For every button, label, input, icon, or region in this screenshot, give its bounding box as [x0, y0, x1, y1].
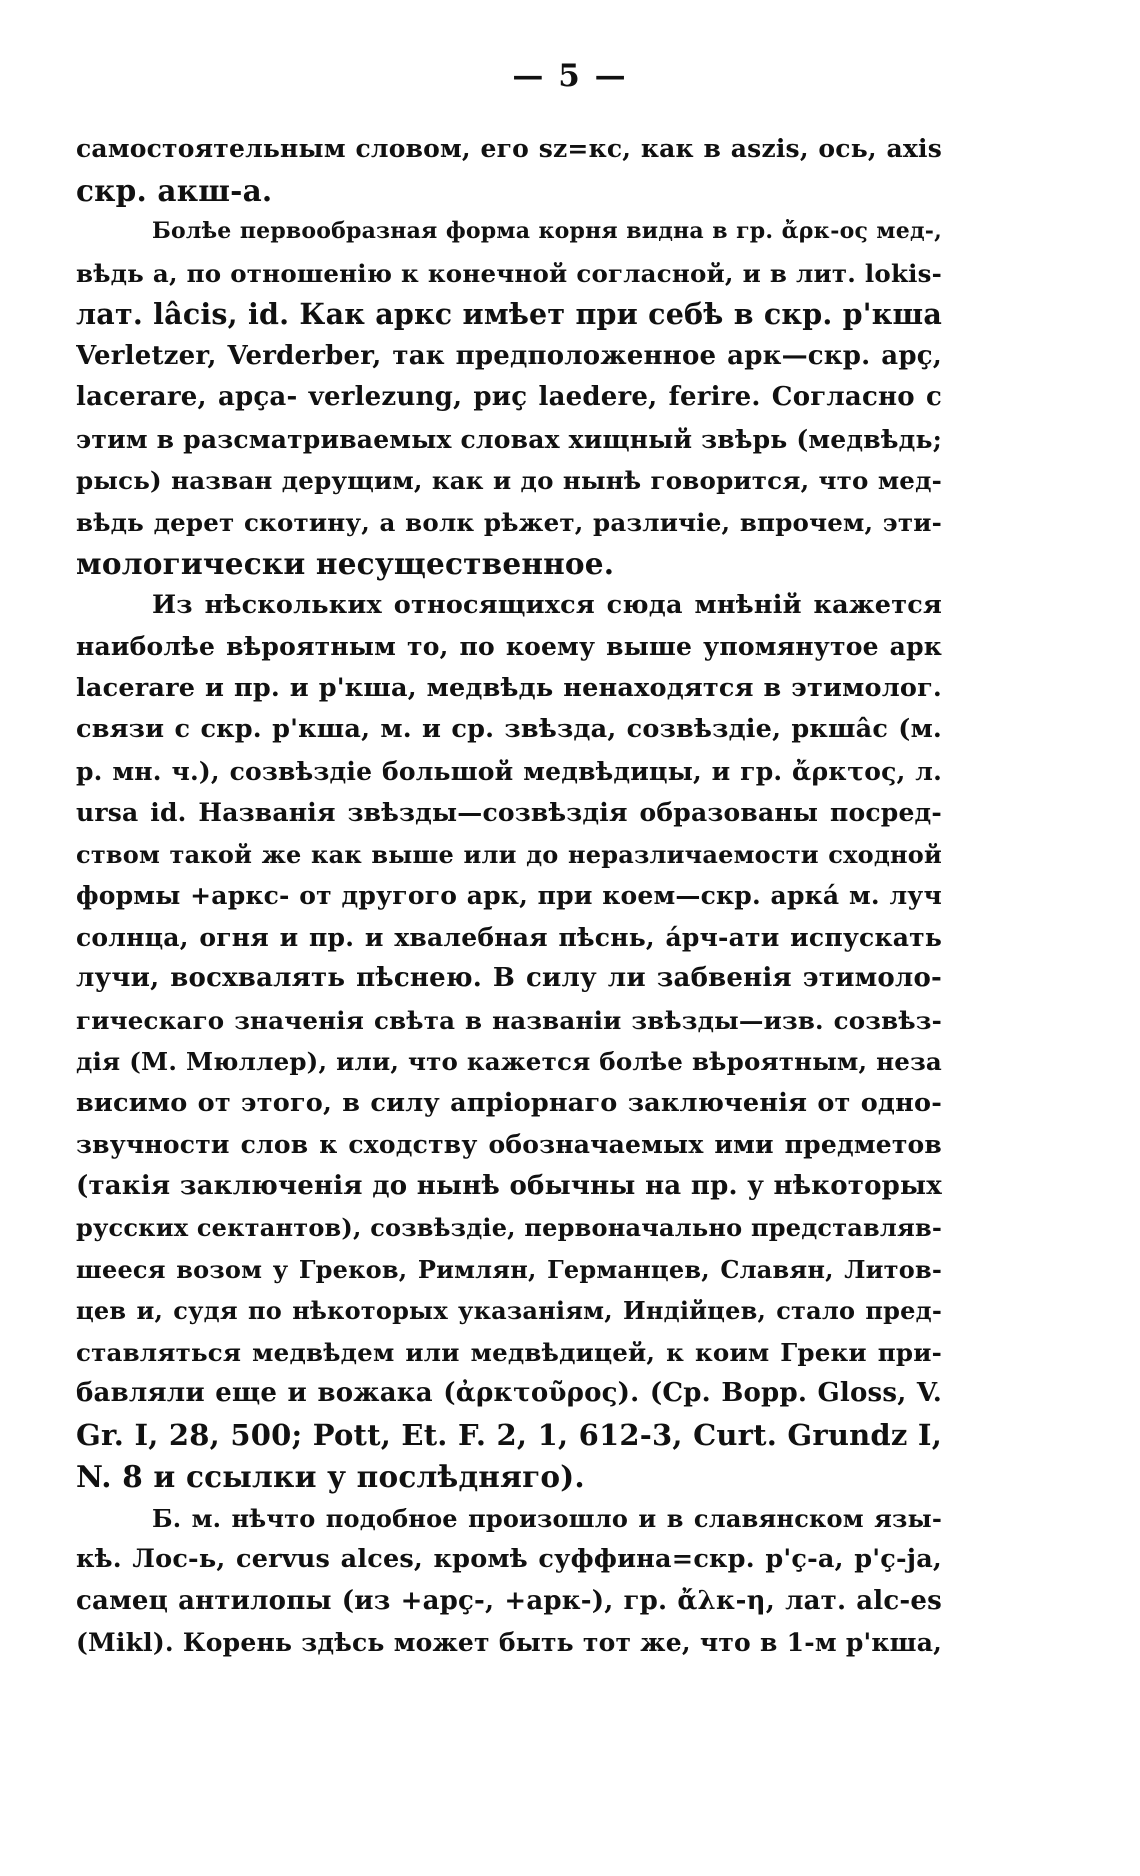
text-line: цев и, судя по нѣкоторых указаніям, Индійцев, стало пред-	[76, 1296, 942, 1325]
body-text	[76, 128, 942, 1664]
text-line: кѣ. Лос-ь, cervus alces, кромѣ суффина=скр. р'ç-а, р'ç-ја,	[76, 1544, 942, 1574]
text-line: Verletzer, Verderber, так предположенное арк—скр. арç,	[76, 340, 942, 371]
text-line: самостоятельным словом, его sz=кс, как в aszis, ось, axis	[76, 134, 942, 163]
text-line: бавляли еще и вожака (ἀρκτοῦρος). (Ср. Bopp. Gloss, V.	[76, 1378, 942, 1408]
text-line: висимо от этого, в силу апріорнаго заключенія от одно-	[76, 1087, 942, 1118]
text-line: ursa id. Названія звѣзды—созвѣздія образованы посред-	[76, 798, 942, 827]
text-line: лучи, восхвалять пѣснею. В силу ли забвенія этимоло-	[76, 963, 942, 993]
page-number: — 5 —	[512, 58, 628, 94]
text-line: этим в разсматриваемых словах хищный звѣрь (медвѣдь;	[76, 424, 942, 454]
text-line: Б. м. нѣчто подобное произошло и в славянском язы-	[152, 1503, 942, 1533]
text-line: р. мн. ч.), созвѣздіе большой медвѣдицы, и гр. ἄρκτος, л.	[76, 756, 942, 786]
text-line: шееся возом у Греков, Римлян, Германцев, Славян, Литов-	[76, 1254, 942, 1284]
text-line: ством такой же как выше или до неразличаемости сходной	[76, 839, 942, 869]
text-line: наиболѣе вѣроятным то, по коему выше упомянутое арк	[76, 632, 942, 661]
text-line: Болѣе первообразная форма корня видна в гр. ἄρκ-ος мед-,	[152, 218, 942, 244]
text-line: гическаго значенія свѣта в названіи звѣзды—изв. созвѣз-	[76, 1005, 942, 1035]
text-line: (Mikl). Корень здѣсь может быть тот же, что в 1-м р'кша,	[76, 1628, 942, 1657]
text-line: рысь) назван дерущим, как и до нынѣ говорится, что мед-	[76, 466, 942, 495]
text-line: вѣдь дерет скотину, а волк рѣжет, различіе, впрочем, эти-	[76, 507, 942, 537]
text-line: lacerare, арçа- verlezung, риç laedere, ferire. Согласно с	[76, 382, 942, 412]
text-line: ставляться медвѣдем или медвѣдицей, к коим Греки при-	[76, 1337, 942, 1367]
text-line: мологически несущественное.	[76, 546, 615, 581]
text-line: лат. lâcis, id. Как аркс имѣет при себѣ в скр. р'кша	[76, 297, 942, 331]
text-line: русских сектантов), созвѣздіе, первоначально представляв-	[76, 1213, 942, 1242]
text-line: связи с скр. р'кша, м. и ср. звѣзда, созвѣздіе, ркшâс (м.	[76, 714, 942, 744]
text-line: скр. акш-а.	[76, 172, 273, 208]
text-line: вѣдь а, по отношенію к конечной согласной, и в лит. lokis-	[76, 258, 942, 288]
text-line: формы +аркс- от другого арк, при коем—скр. арка́ м. луч	[76, 881, 942, 910]
text-line: звучности слов к сходству обозначаемых ими предметов	[76, 1130, 942, 1159]
text-line: lacerare и пр. и р'кша, медвѣдь ненаходятся в этимолог.	[76, 672, 942, 703]
text-line: Gr. I, 28, 500; Pott, Et. F. 2, 1, 612-3, Curt. Grundz I,	[76, 1417, 942, 1452]
text-line: N. 8 и ссылки у послѣдняго).	[76, 1459, 585, 1494]
text-line: (такія заключенія до нынѣ обычны на пр. у нѣкоторых	[76, 1170, 942, 1201]
text-line: солнца, огня и пр. и хвалебная пѣснь, а́рч-ати испускать	[76, 922, 942, 952]
text-line: дія (М. Мюллер), или, что кажется болѣе вѣроятным, неза	[76, 1047, 942, 1076]
text-line: самец антилопы (из +арç-, +арк-), гр. ἄλκ-η, лат. alc-es	[76, 1585, 942, 1616]
text-line: Из нѣскольких относящихся сюда мнѣній кажется	[152, 589, 942, 620]
